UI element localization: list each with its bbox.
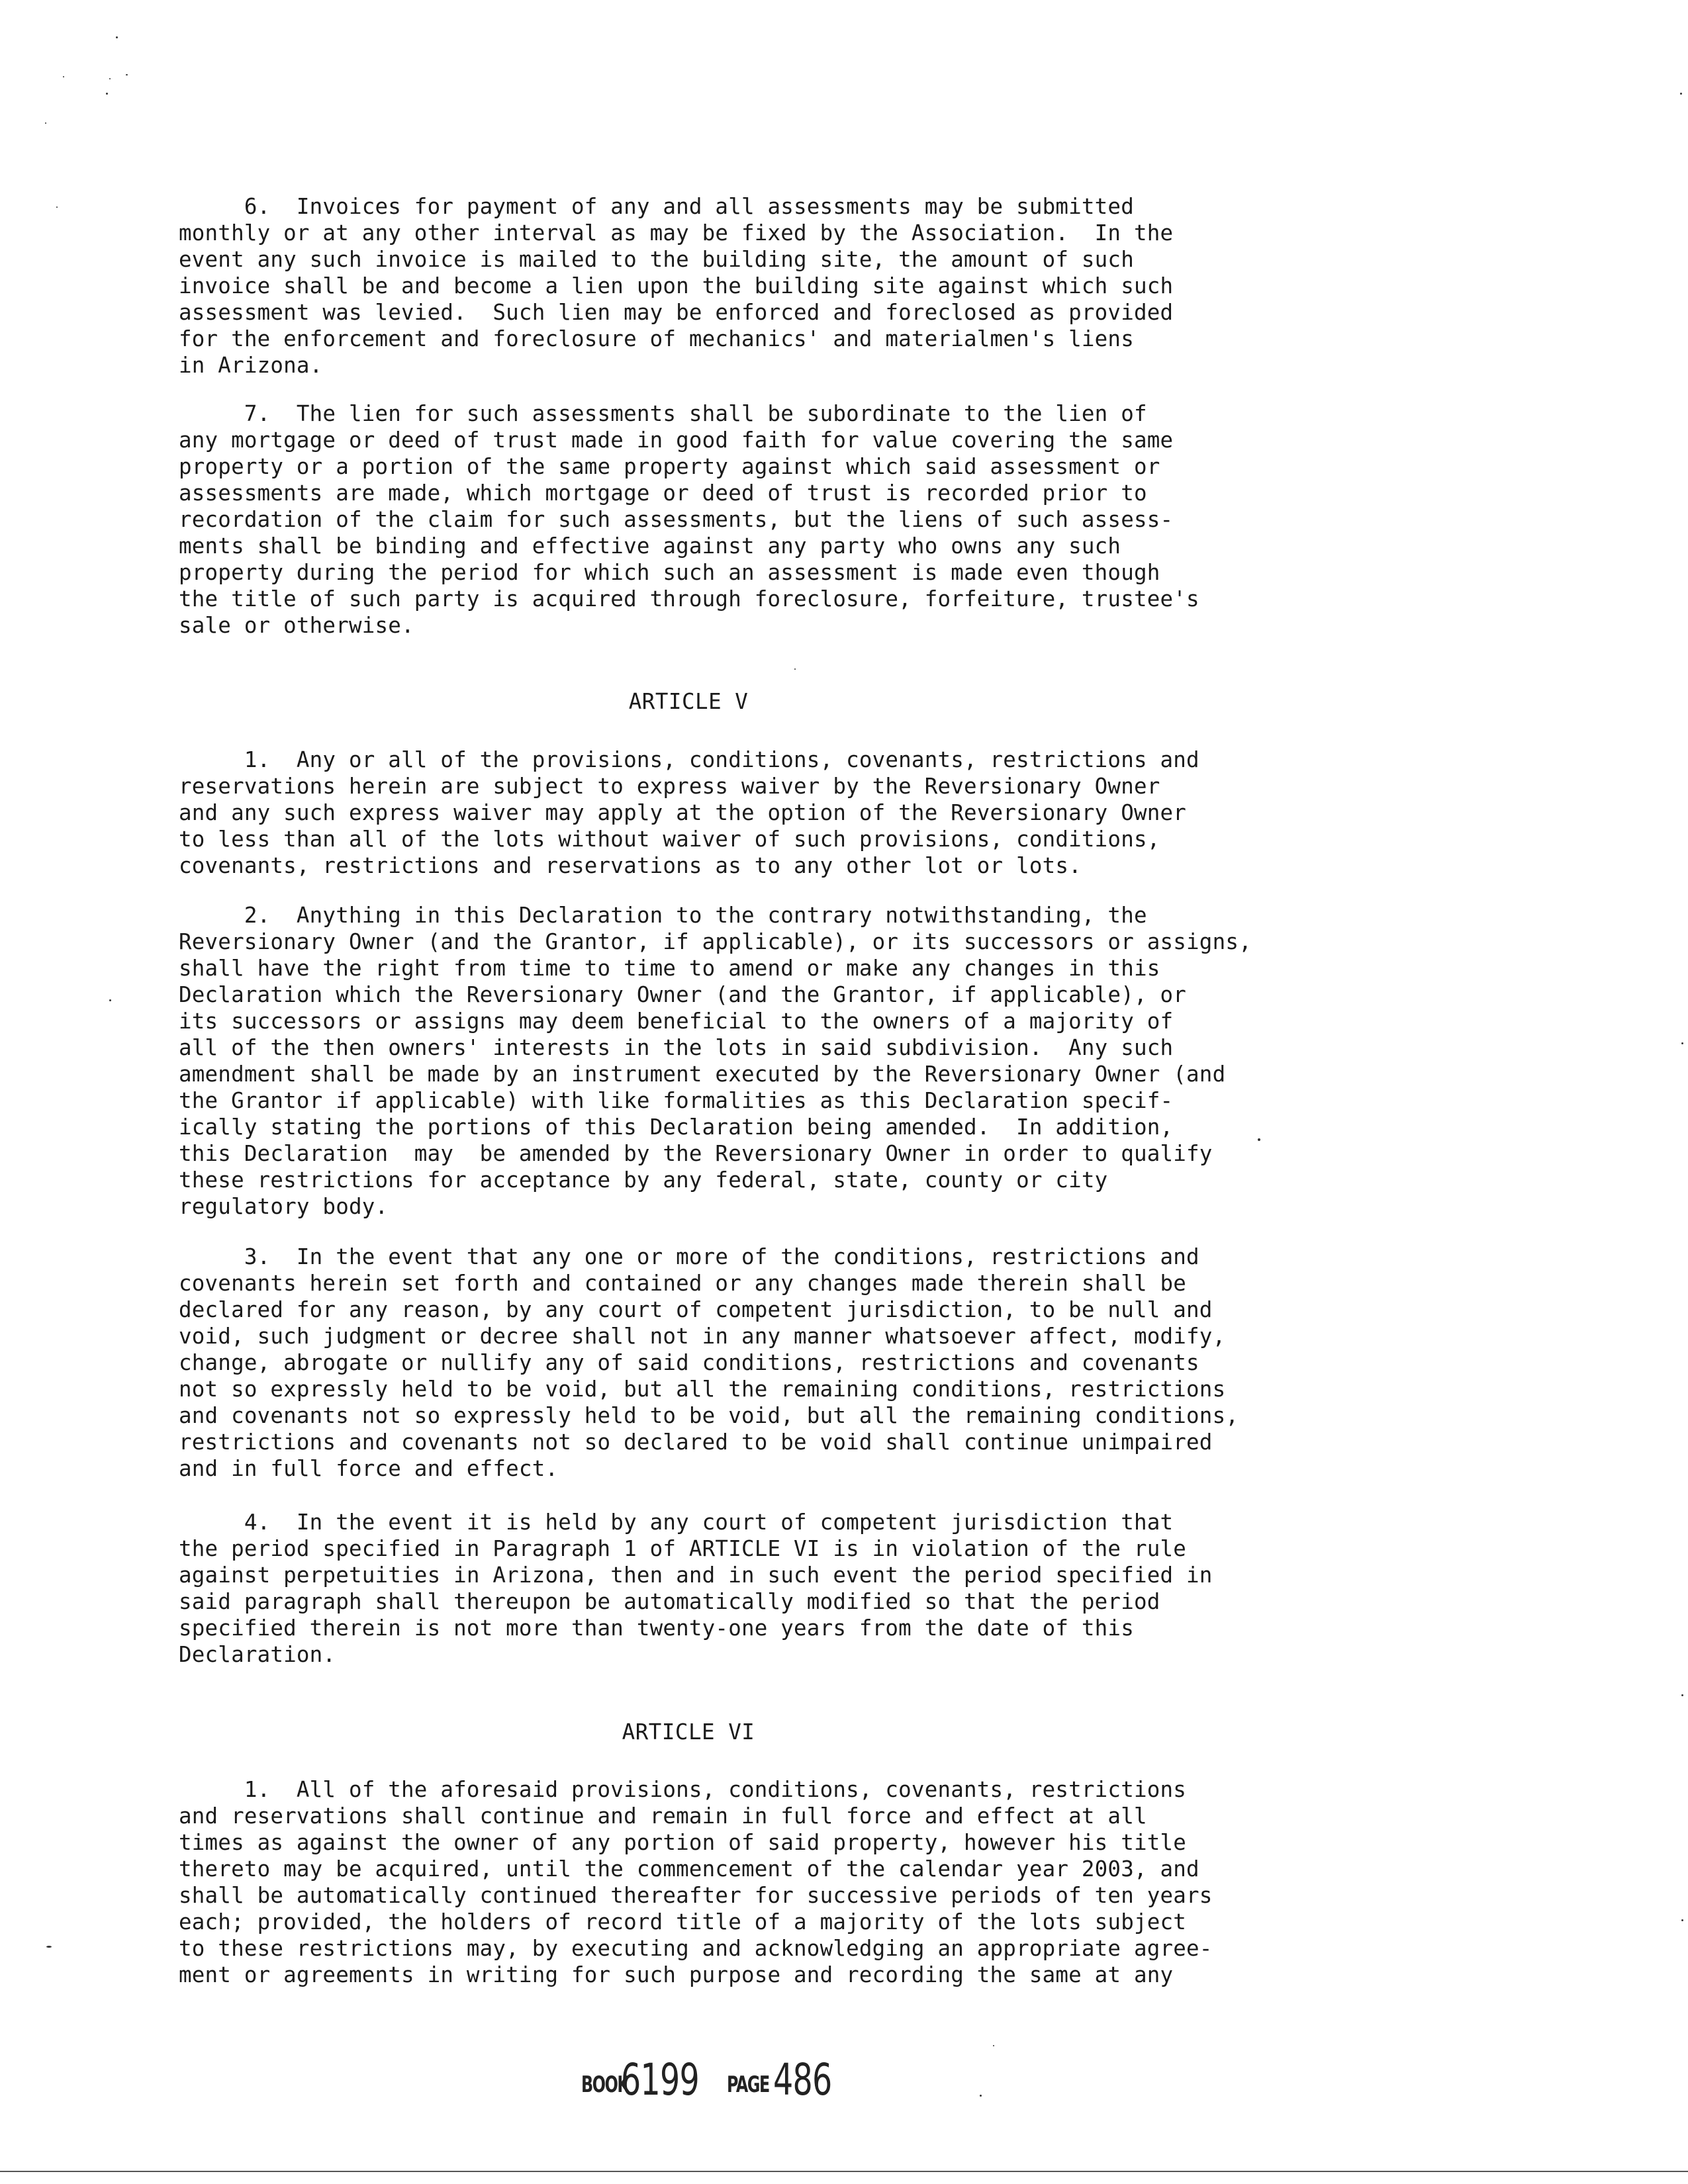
text-line: change, abrogate or nullify any of said conditions, restrictions and covenants — [179, 1350, 1199, 1375]
scan-speck — [56, 206, 58, 208]
scan-speck — [109, 999, 111, 1001]
article-v-paragraph-3 — [179, 1244, 1244, 1482]
text-line: recordation of the claim for such assessments, but the liens of such assess- — [179, 507, 1174, 532]
text-line: assessments are made, which mortgage or deed of trust is recorded prior to — [179, 480, 1147, 506]
text-line: void, such judgment or decree shall not in any manner whatsoever affect, modify, — [179, 1324, 1226, 1349]
scan-speck — [1681, 1694, 1683, 1696]
text-line: and covenants not so expressly held to be void, but all the remaining conditions, — [179, 1403, 1239, 1428]
article-v-paragraph-2 — [179, 902, 1252, 1220]
scan-speck — [1681, 1919, 1683, 1921]
article-vi-paragraph-1 — [179, 1776, 1244, 1988]
text-line: and in full force and effect. — [179, 1456, 559, 1481]
text-line: 6. Invoices for payment of any and all assessments may be submitted — [179, 194, 1134, 219]
text-line: regulatory body. — [179, 1194, 389, 1219]
text-line: specified therein is not more than twenty-one years from the date of this — [179, 1615, 1134, 1641]
text-line: 7. The lien for such assessments shall be subordinate to the lien of — [179, 401, 1147, 426]
text-line: covenants, restrictions and reservations as to any other lot or lots. — [179, 853, 1082, 878]
text-line: any mortgage or deed of trust made in good faith for value covering the same — [179, 428, 1174, 453]
text-line: Declaration which the Reversionary Owner (and the Grantor, if applicable), or — [179, 982, 1187, 1007]
article-v-paragraph-4 — [179, 1509, 1244, 1668]
text-line: sale or otherwise. — [179, 613, 414, 638]
scan-speck — [993, 2045, 994, 2046]
text-line: 1. All of the aforesaid provisions, conditions, covenants, restrictions — [179, 1777, 1187, 1802]
text-line: restrictions and covenants not so declared to be void shall continue unimpaired — [179, 1430, 1213, 1455]
book-label: BOOK — [581, 2071, 629, 2098]
text-line: 3. In the event that any one or more of the conditions, restrictions and — [179, 1244, 1199, 1269]
article-v-heading: ARTICLE V — [628, 689, 749, 714]
scan-speck — [794, 668, 796, 670]
text-line: ment or agreements in writing for such purpose and recording the same at any — [179, 1962, 1174, 1987]
text-line: declared for any reason, by any court of competent jurisdiction, to be null and — [179, 1297, 1213, 1322]
article-vi-heading: ARTICLE VI — [622, 1719, 755, 1745]
scan-speck — [109, 78, 111, 79]
text-line: assessment was levied. Such lien may be enforced and foreclosed as provided — [179, 300, 1174, 325]
text-line: Declaration. — [179, 1642, 336, 1667]
paragraph-7 — [179, 400, 1244, 639]
text-line: event any such invoice is mailed to the building site, the amount of such — [179, 247, 1134, 272]
scan-speck — [63, 76, 64, 77]
text-line: the title of such party is acquired through foreclosure, forfeiture, trustee's — [179, 586, 1199, 612]
text-line: in Arizona. — [179, 353, 323, 378]
text-line: ments shall be binding and effective against any party who owns any such — [179, 533, 1121, 559]
text-line: 2. Anything in this Declaration to the contrary notwithstanding, the — [179, 903, 1147, 928]
text-line: its successors or assigns may deem beneficial to the owners of a majority of — [179, 1009, 1174, 1034]
scan-speck — [1681, 1042, 1683, 1044]
text-line: this Declaration may be amended by the Reversionary Owner in order to qualify — [179, 1141, 1213, 1166]
book-number: 6199 — [621, 2054, 700, 2105]
text-line: 4. In the event it is held by any court of competent jurisdiction that — [179, 1510, 1174, 1535]
scan-speck — [980, 2095, 982, 2097]
text-line: the period specified in Paragraph 1 of ARTICLE VI is in violation of the rule — [179, 1536, 1187, 1561]
text-line: for the enforcement and foreclosure of mechanics' and materialmen's liens — [179, 326, 1134, 351]
text-line: invoice shall be and become a lien upon the building site against which such — [179, 273, 1174, 298]
scan-speck — [116, 36, 118, 38]
text-line: 1. Any or all of the provisions, conditions, covenants, restrictions and — [179, 747, 1199, 772]
paragraph-6 — [179, 193, 1244, 379]
text-line: reservations herein are subject to express waiver by the Reversionary Owner — [179, 774, 1160, 799]
text-line: and any such express waiver may apply at the option of the Reversionary Owner — [179, 800, 1187, 825]
scan-edge-line — [0, 2171, 1688, 2172]
text-line: and reservations shall continue and remain in full force and effect at all — [179, 1803, 1147, 1829]
text-line: these restrictions for acceptance by any federal, state, county or city — [179, 1167, 1108, 1193]
text-line: to less than all of the lots without waiver of such provisions, conditions, — [179, 827, 1160, 852]
text-line: times as against the owner of any portion of said property, however his title — [179, 1830, 1187, 1855]
text-line: thereto may be acquired, until the commencement of the calendar year 2003, and — [179, 1856, 1199, 1882]
book-page-stamp — [581, 2054, 859, 2105]
text-line: each; provided, the holders of record title of a majority of the lots subject — [179, 1909, 1187, 1934]
scan-speck — [126, 74, 128, 75]
text-line: against perpetuities in Arizona, then and in such event the period specified in — [179, 1563, 1213, 1588]
text-line: said paragraph shall thereupon be automatically modified so that the period — [179, 1589, 1160, 1614]
text-line: all of the then owners' interests in the lots in said subdivision. Any such — [179, 1035, 1174, 1060]
text-line: shall be automatically continued thereafter for successive periods of ten years — [179, 1883, 1213, 1908]
text-line: property or a portion of the same property against which said assessment or — [179, 454, 1160, 479]
text-line: the Grantor if applicable) with like formalities as this Declaration specif- — [179, 1088, 1174, 1113]
text-line: property during the period for which such an assessment is made even though — [179, 560, 1160, 585]
text-line: amendment shall be made by an instrument executed by the Reversionary Owner (and — [179, 1062, 1226, 1087]
text-line: shall have the right from time to time to amend or make any changes in this — [179, 956, 1160, 981]
text-line: covenants herein set forth and contained or any changes made therein shall be — [179, 1271, 1187, 1296]
scan-speck — [1258, 1138, 1260, 1141]
scan-speck — [106, 93, 108, 95]
page-label: PAGE — [727, 2071, 769, 2098]
article-v-paragraph-1 — [179, 747, 1244, 879]
text-line: monthly or at any other interval as may be fixed by the Association. In the — [179, 220, 1174, 246]
scan-speck — [1680, 93, 1682, 95]
text-line: Reversionary Owner (and the Grantor, if applicable), or its successors or assigns, — [179, 929, 1252, 954]
scan-speck — [45, 122, 46, 124]
text-line: ically stating the portions of this Declaration being amended. In addition, — [179, 1115, 1174, 1140]
page-number: 486 — [773, 2054, 832, 2105]
text-line: to these restrictions may, by executing and acknowledging an appropriate agree- — [179, 1936, 1213, 1961]
scan-speck — [46, 1946, 52, 1948]
text-line: not so expressly held to be void, but all the remaining conditions, restrictions — [179, 1377, 1226, 1402]
